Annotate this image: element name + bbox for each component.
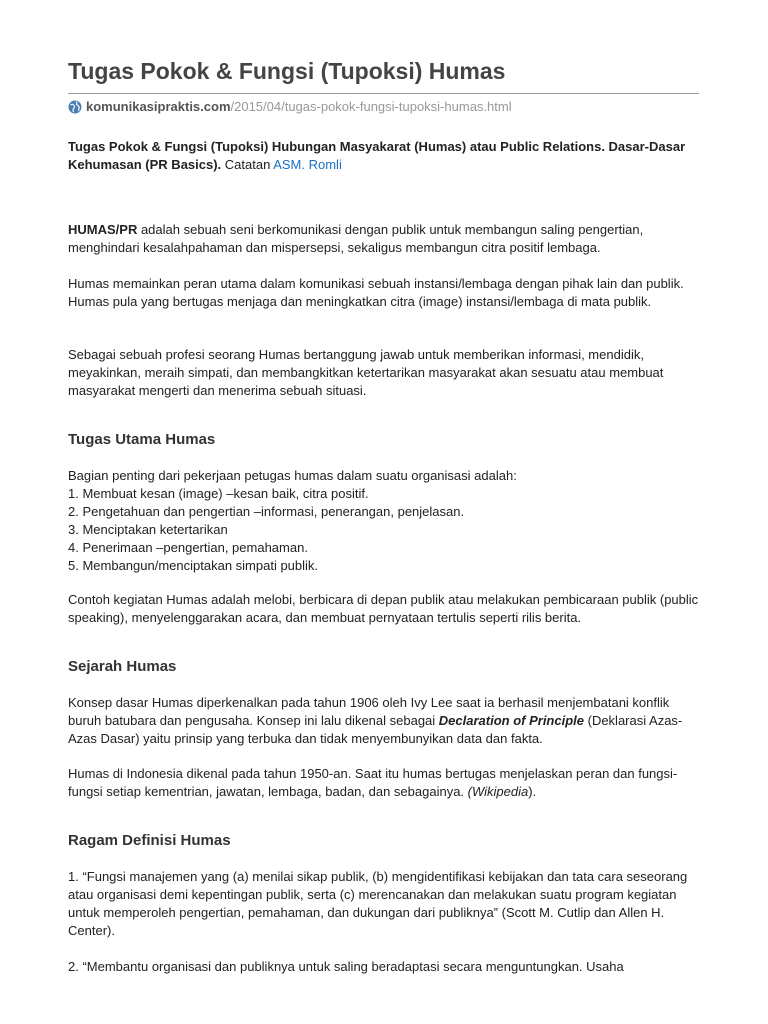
definition-2 (68, 958, 700, 976)
globe-icon (68, 100, 82, 114)
list-item: 2. Pengetahuan dan pengertian –informasi, penerangan, penjelasan. (68, 504, 465, 519)
tugas-lead: Bagian penting dari pekerjaan petugas humas dalam suatu organisasi adalah: (68, 468, 517, 483)
list-item: 5. Membangun/menciptakan simpati publik. (68, 558, 319, 573)
list-item: 3. Menciptakan ketertarikan (68, 522, 228, 537)
intro-note-label: Catatan (221, 157, 274, 172)
source-url[interactable] (68, 99, 512, 114)
intro-bold: Tugas Pokok & Fungsi (Tupoksi) Hubungan Masyakarat (Humas) atau Public Relations. Dasar-Dasar Kehumasan (PR Basics). (68, 139, 686, 172)
title-divider (68, 93, 699, 94)
paragraph-sejarah-1 (68, 694, 700, 748)
page-title: Tugas Pokok & Fungsi (Tupoksi) Humas (68, 58, 506, 84)
definition-2-text: 2. “Membantu organisasi dan publiknya untuk saling beradaptasi secara menguntungkan. Usaha (68, 959, 624, 974)
paragraph-definition (68, 221, 700, 257)
list-item: 4. Penerimaan –pengertian, pemahaman. (68, 540, 308, 555)
tugas-list-block (68, 467, 700, 575)
definition-1 (68, 868, 700, 940)
sejarah-text-2b: ). (528, 784, 537, 799)
heading-sejarah: Sejarah Humas (68, 658, 177, 675)
definition-1-text: 1. “Fungsi manajemen yang (a) menilai sikap publik, (b) mengidentifikasi kebijakan dan tata cara seseorang atau organisasi demi kepentingan publik, serta (c) merencanakan dan melakukan suatu program kegiatan untuk memperoleh pengertian, pemahaman, dan dukungan dari publiknya” (Scott M. Cutlip dan Allen H. Center). (68, 869, 688, 938)
paragraph-role (68, 275, 700, 311)
tugas-list (68, 485, 700, 575)
source-domain[interactable]: komunikasipraktis.com (86, 99, 231, 114)
paragraph-profession (68, 346, 700, 400)
heading-ragam-definisi: Ragam Definisi Humas (68, 832, 231, 849)
paragraph-sejarah-2 (68, 765, 700, 801)
paragraph-example (68, 591, 700, 627)
profession-text: Sebagai sebuah profesi seorang Humas bertanggung jawab untuk memberikan informasi, mendidik, meyakinkan, meraih simpati, dan membangkitkan ketertarikan masyarakat akan sesuatu atau membuat masyarakat mengerti dan menerima sebuah situasi. (68, 347, 664, 398)
wikipedia-citation: (Wikipedia (467, 784, 529, 799)
sejarah-text-1: Konsep dasar Humas diperkenalkan pada tahun 1906 oleh Ivy Lee saat ia berhasil menjembatani konflik buruh batubara dan pengusaha. Konsep ini lalu dikenal sebagai (68, 695, 670, 728)
sejarah-text-2: Humas di Indonesia dikenal pada tahun 1950-an. Saat itu humas bertugas menjelaskan peran dan fungsi-fungsi setiap kementrian, jawatan, lembaga, badan, dan sebagainya. (68, 766, 678, 799)
humas-term: HUMAS/PR (68, 222, 138, 237)
list-item: 1. Membuat kesan (image) –kesan baik, citra positif. (68, 486, 369, 501)
author-link[interactable]: ASM. Romli (273, 157, 342, 172)
intro-paragraph (68, 138, 700, 174)
role-text: Humas memainkan peran utama dalam komunikasi sebuah instansi/lembaga dengan pihak lain dan publik. Humas pula yang bertugas menjaga dan meningkatkan citra (image) instansi/lembaga di mata publik. (68, 276, 684, 309)
declaration-emphasis: Declaration of Principle (438, 713, 584, 728)
example-text: Contoh kegiatan Humas adalah melobi, berbicara di depan publik atau melakukan pembicaraan publik (public speaking), menyelenggarakan acara, dan membuat pernyataan tertulis seperti rilis berita. (68, 592, 699, 625)
heading-tugas-utama: Tugas Utama Humas (68, 431, 216, 448)
sejarah-text-1b: (Deklarasi Azas-Azas Dasar) yaitu prinsip yang terbuka dan tidak menyembunyikan data dan fakta. (68, 713, 683, 746)
source-path[interactable]: /2015/04/tugas-pokok-fungsi-tupoksi-humas.html (230, 99, 512, 114)
definition-text: adalah sebuah seni berkomunikasi dengan publik untuk membangun saling pengertian, menghindari kesalahpahaman dan mispersepsi, sekaligus membangun citra positif lembaga. (68, 222, 644, 255)
